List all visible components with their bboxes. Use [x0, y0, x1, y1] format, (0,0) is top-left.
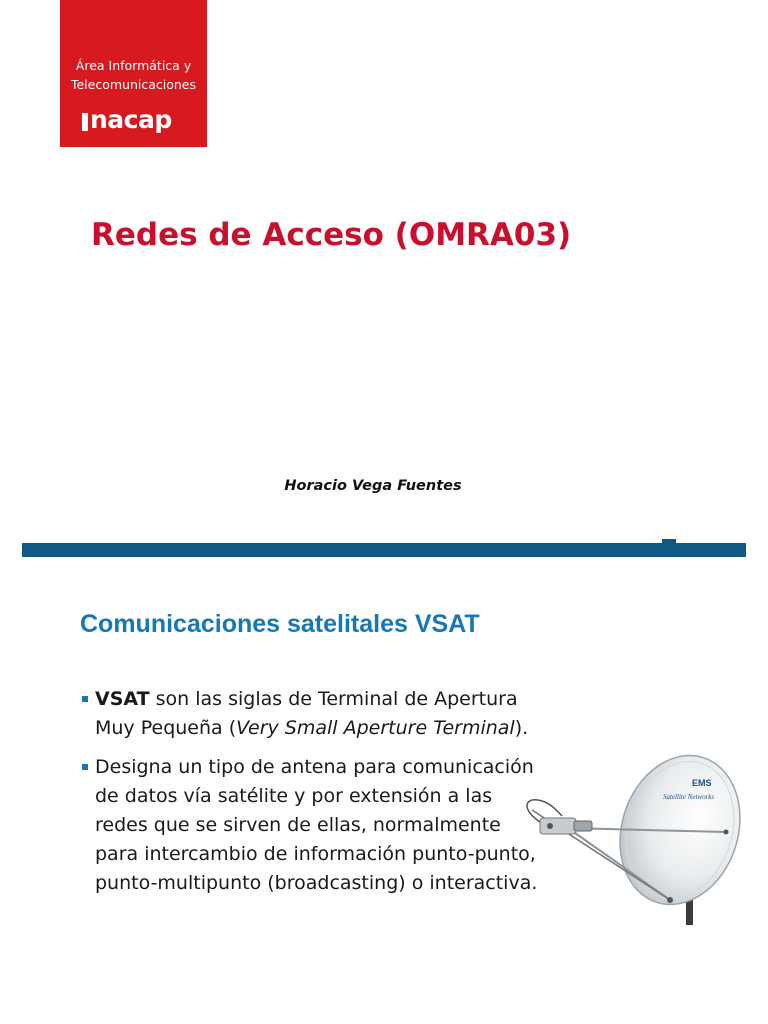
bullet-item-vsat-definition — [80, 685, 540, 743]
inacap-logo — [60, 0, 207, 147]
bullet-item-antenna-description — [80, 753, 540, 898]
presentation-title: Redes de Acceso (OMRA03) — [91, 217, 572, 253]
antenna-label-ems: EMS — [692, 778, 712, 788]
slide-title: Comunicaciones satelitales VSAT — [80, 610, 480, 638]
bullet-text: Designa un tipo de antena para comunicación de datos vía satélite y por extensión a las redes que se sirven de ellas, normalmente para intercambio de información punto-punto, punto-multipunto (broadcasting) o interactiva. — [95, 756, 538, 894]
antenna-label-networks: Satellite Networks — [663, 793, 715, 801]
satellite-dish-image — [520, 740, 755, 925]
bullet-square-icon — [82, 696, 88, 702]
logo-area-line-2: Telecomunicaciones — [70, 77, 197, 92]
bullet-term: VSAT — [95, 688, 150, 710]
logo-area-line-1: Área Informática y — [75, 58, 192, 73]
logo-i-bar-icon — [82, 113, 88, 131]
bullet-italic-text: Very Small Aperture Terminal — [236, 717, 515, 739]
bullet-list — [80, 685, 540, 898]
logo-brand-text: nacap — [90, 105, 172, 134]
bullet-text-end: ). — [514, 717, 529, 739]
author-name: Horacio Vega Fuentes — [284, 478, 462, 494]
logo-area-text — [60, 56, 207, 94]
logo-wordmark — [82, 106, 172, 134]
bullet-square-icon — [82, 764, 88, 770]
slide-divider-band — [22, 543, 746, 557]
bullet-text: son las siglas de Terminal de Apertura Muy Pequeña ( — [95, 688, 518, 739]
